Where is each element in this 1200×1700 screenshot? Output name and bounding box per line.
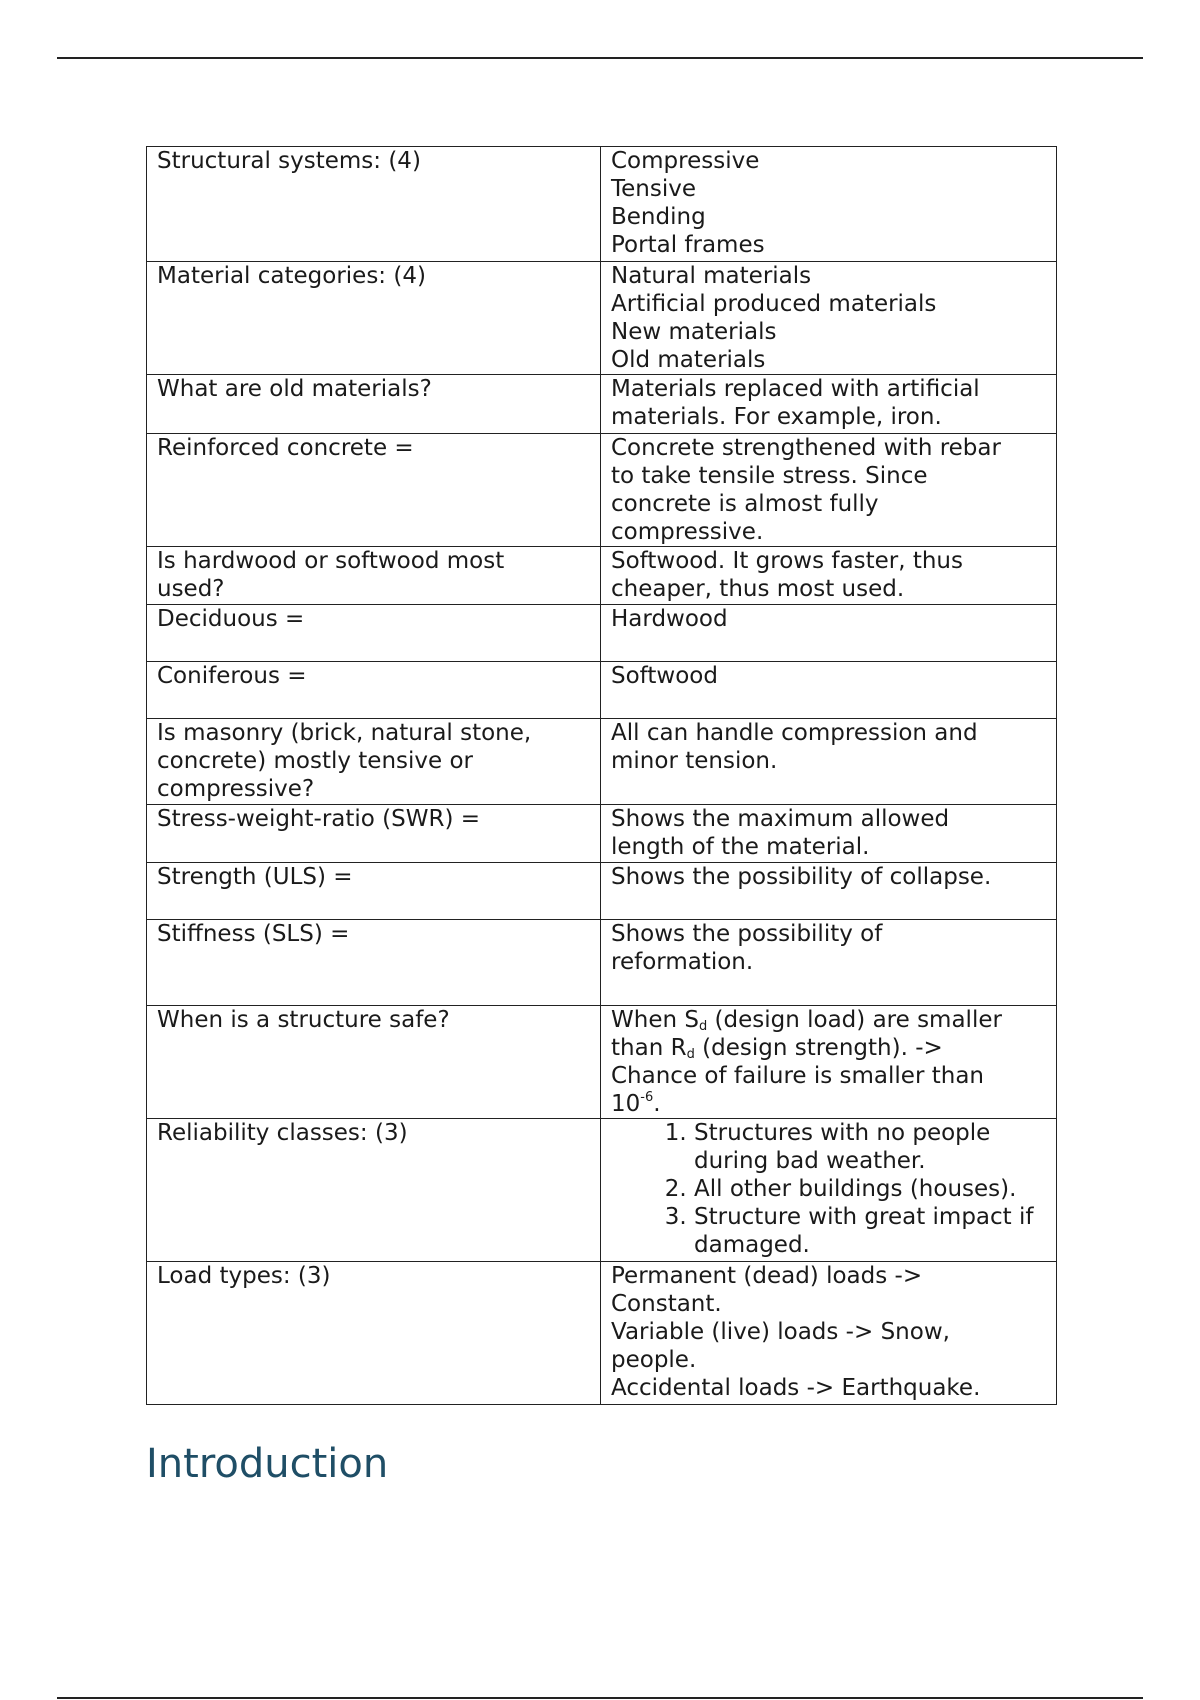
question-cell: Material categories: (4) [147,262,601,375]
section-heading: Introduction [146,1441,389,1487]
table-row [147,1262,1057,1405]
question-cell: What are old materials? [147,375,601,434]
table-row [147,863,1057,920]
table-row [147,719,1057,805]
footer-rule [57,1697,1143,1699]
question-cell: Coniferous = [147,662,601,719]
question-cell: Reinforced concrete = [147,434,601,547]
table-row [147,1119,1057,1262]
flashcard-table [146,146,1057,1405]
answer-cell: Shows the possibility of reformation. [601,920,1057,1006]
answer-cell: Compressive Tensive Bending Portal frames [601,147,1057,262]
question-cell: Reliability classes: (3) [147,1119,601,1262]
table-row [147,547,1057,605]
answer-cell: Softwood. It grows faster, thus cheaper, thus most used. [601,547,1057,605]
answer-cell: Hardwood [601,605,1057,662]
answer-cell: Shows the possibility of collapse. [601,863,1057,920]
list-item: 3. Structure with great impact if damaged. [694,1203,1046,1259]
answer-cell: Concrete strengthened with rebar to take tensile stress. Since concrete is almost fully compressive. [601,434,1057,547]
table-row [147,662,1057,719]
answer-cell: Softwood [601,662,1057,719]
table-row [147,920,1057,1006]
table-row [147,434,1057,547]
question-cell: Stress-weight-ratio (SWR) = [147,805,601,863]
table-row [147,605,1057,662]
table-row [147,262,1057,375]
answer-cell: All can handle compression and minor tension. [601,719,1057,805]
header-rule [57,57,1143,59]
table-row [147,805,1057,863]
question-cell: Stiffness (SLS) = [147,920,601,1006]
answer-cell: Materials replaced with artificial materials. For example, iron. [601,375,1057,434]
question-cell: Is hardwood or softwood most used? [147,547,601,605]
answer-cell: When $S_d$ (design load) are smaller than $R_d$ (design strength). -> Chance of failure is smaller than $10^{-6}$. [601,1006,1057,1119]
answer-cell: Permanent (dead) loads -> Constant. Variable (live) loads -> Snow, people. Accidental loads -> Earthquake. [601,1262,1057,1405]
answer-cell: Natural materials Artificial produced materials New materials Old materials [601,262,1057,375]
question-cell: Strength (ULS) = [147,863,601,920]
question-cell: When is a structure safe? [147,1006,601,1119]
list-item: 1. Structures with no people during bad weather. [694,1119,1046,1175]
table-row [147,147,1057,262]
question-cell: Is masonry (brick, natural stone, concrete) mostly tensive or compressive? [147,719,601,805]
answer-cell [601,1119,1057,1262]
reliability-class-list [611,1119,1046,1259]
list-item: 2. All other buildings (houses). [694,1175,1046,1203]
table-row [147,375,1057,434]
question-cell: Load types: (3) [147,1262,601,1405]
answer-cell: Shows the maximum allowed length of the material. [601,805,1057,863]
question-cell: Deciduous = [147,605,601,662]
table-row [147,1006,1057,1119]
question-cell: Structural systems: (4) [147,147,601,262]
